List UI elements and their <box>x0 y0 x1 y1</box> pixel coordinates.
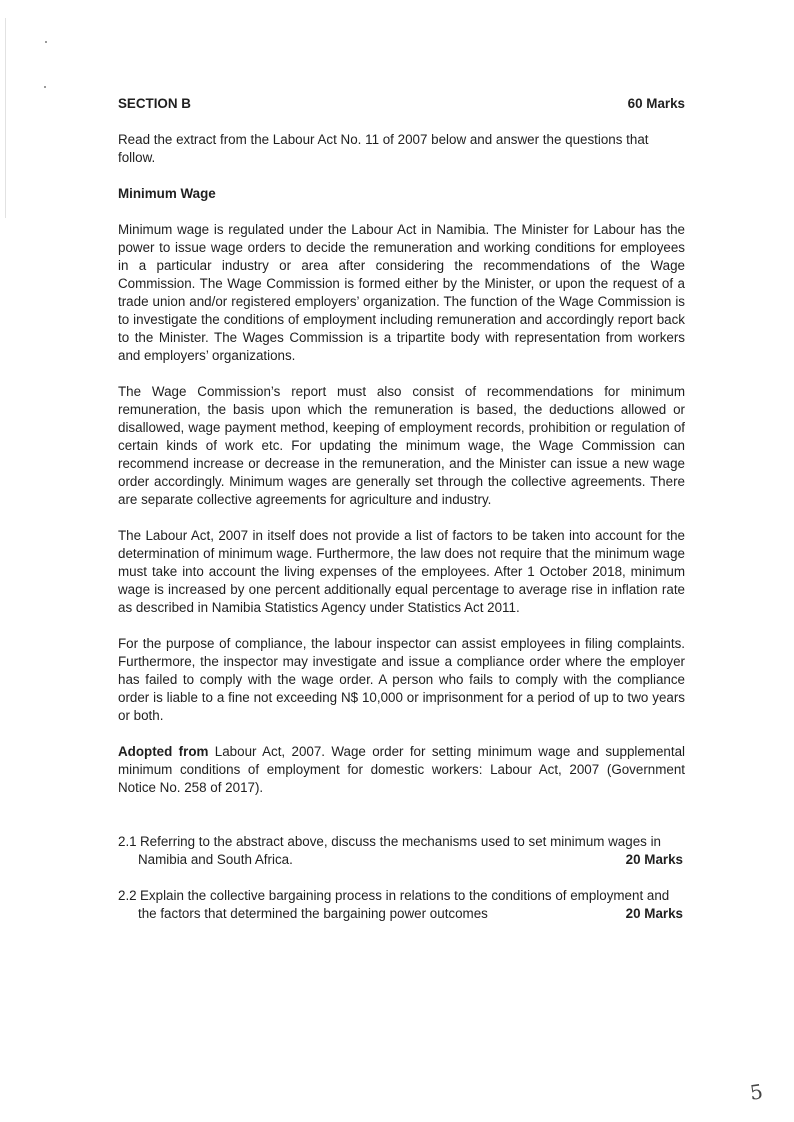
question-number: 2.1 <box>118 834 137 849</box>
extract-paragraph: The Wage Commission’s report must also consist of recommendations for minimum remuneration, the basis upon which the remuneration is based, the deductions allowed or disallowed, wage payment method, keeping of employment records, prohibition or regulation of certain kinds of work etc. For updating the minimum wage, the Wage Commission can recommend increase or decrease in the remuneration, and the Minister can issue a new wage order accordingly. Minimum wages are generally set through the collective agreements. There are separate collective agreements for agriculture and industry. <box>118 384 685 507</box>
source-text: Labour Act, 2007. Wage order for setting minimum wage and supplemental minimum conditions of employment for domestic workers: Labour Act, 2007 (Government Notice No. 258 of 2017). <box>118 744 686 795</box>
source-citation <box>118 743 685 797</box>
question-2-2 <box>118 887 685 923</box>
instruction-text: Read the extract from the Labour Act No. 11 of 2007 below and answer the questions that follow. <box>118 132 649 165</box>
question-2-1 <box>118 833 685 869</box>
scan-edge-line <box>5 18 6 218</box>
section-marks: 60 Marks <box>627 96 685 111</box>
source-label: Adopted from <box>118 744 209 759</box>
extract-heading: Minimum Wage <box>118 186 216 201</box>
extract-paragraph: The Labour Act, 2007 in itself does not provide a list of factors to be taken into account for the determination of minimum wage. Furthermore, the law does not require that the minimum wage must take into account the living expenses of the employees. After 1 October 2018, minimum wage is increased by one percent additionally equal percentage to average rise in inflation rate as described in Namibia Statistics Agency under Statistics Act 2011. <box>118 528 685 615</box>
scan-speck <box>44 86 46 88</box>
question-text: Explain the collective bargaining process in relations to the conditions of employment and <box>140 888 670 903</box>
document-page <box>118 95 685 923</box>
scan-speck <box>45 41 47 43</box>
extract-paragraph: For the purpose of compliance, the labour inspector can assist employees in filing complaints. Furthermore, the inspector may investigate and issue a compliance order where the employer has failed to comply with the wage order. A person who fails to comply with the compliance order is liable to a fine not exceeding N$ 10,000 or imprisonment for a period of up to two years or both. <box>118 636 685 723</box>
question-number: 2.2 <box>118 888 137 903</box>
section-header <box>118 95 685 113</box>
question-marks: 20 Marks <box>625 906 683 921</box>
question-marks: 20 Marks <box>625 852 683 867</box>
extract-paragraph: Minimum wage is regulated under the Labour Act in Namibia. The Minister for Labour has the power to issue wage orders to decide the remuneration and working conditions for employees in a particular industry or area after considering the recommendations of the Wage Commission. The Wage Commission is formed either by the Minister, or upon the request of a trade union and/or registered employers’ organization. The function of the Wage Commission is to investigate the conditions of employment including remuneration and accordingly report back to the Minister. The Wages Commission is a tripartite body with representation from workers and employers’ organizations. <box>118 222 685 363</box>
question-text: Referring to the abstract above, discuss the mechanisms used to set minimum wages in <box>140 834 661 849</box>
question-text-continued: the factors that determined the bargaining power outcomes <box>138 906 488 921</box>
question-text-continued: Namibia and South Africa. <box>138 852 293 867</box>
handwritten-page-number: 5 <box>748 1079 765 1105</box>
section-title: SECTION B <box>118 96 191 111</box>
